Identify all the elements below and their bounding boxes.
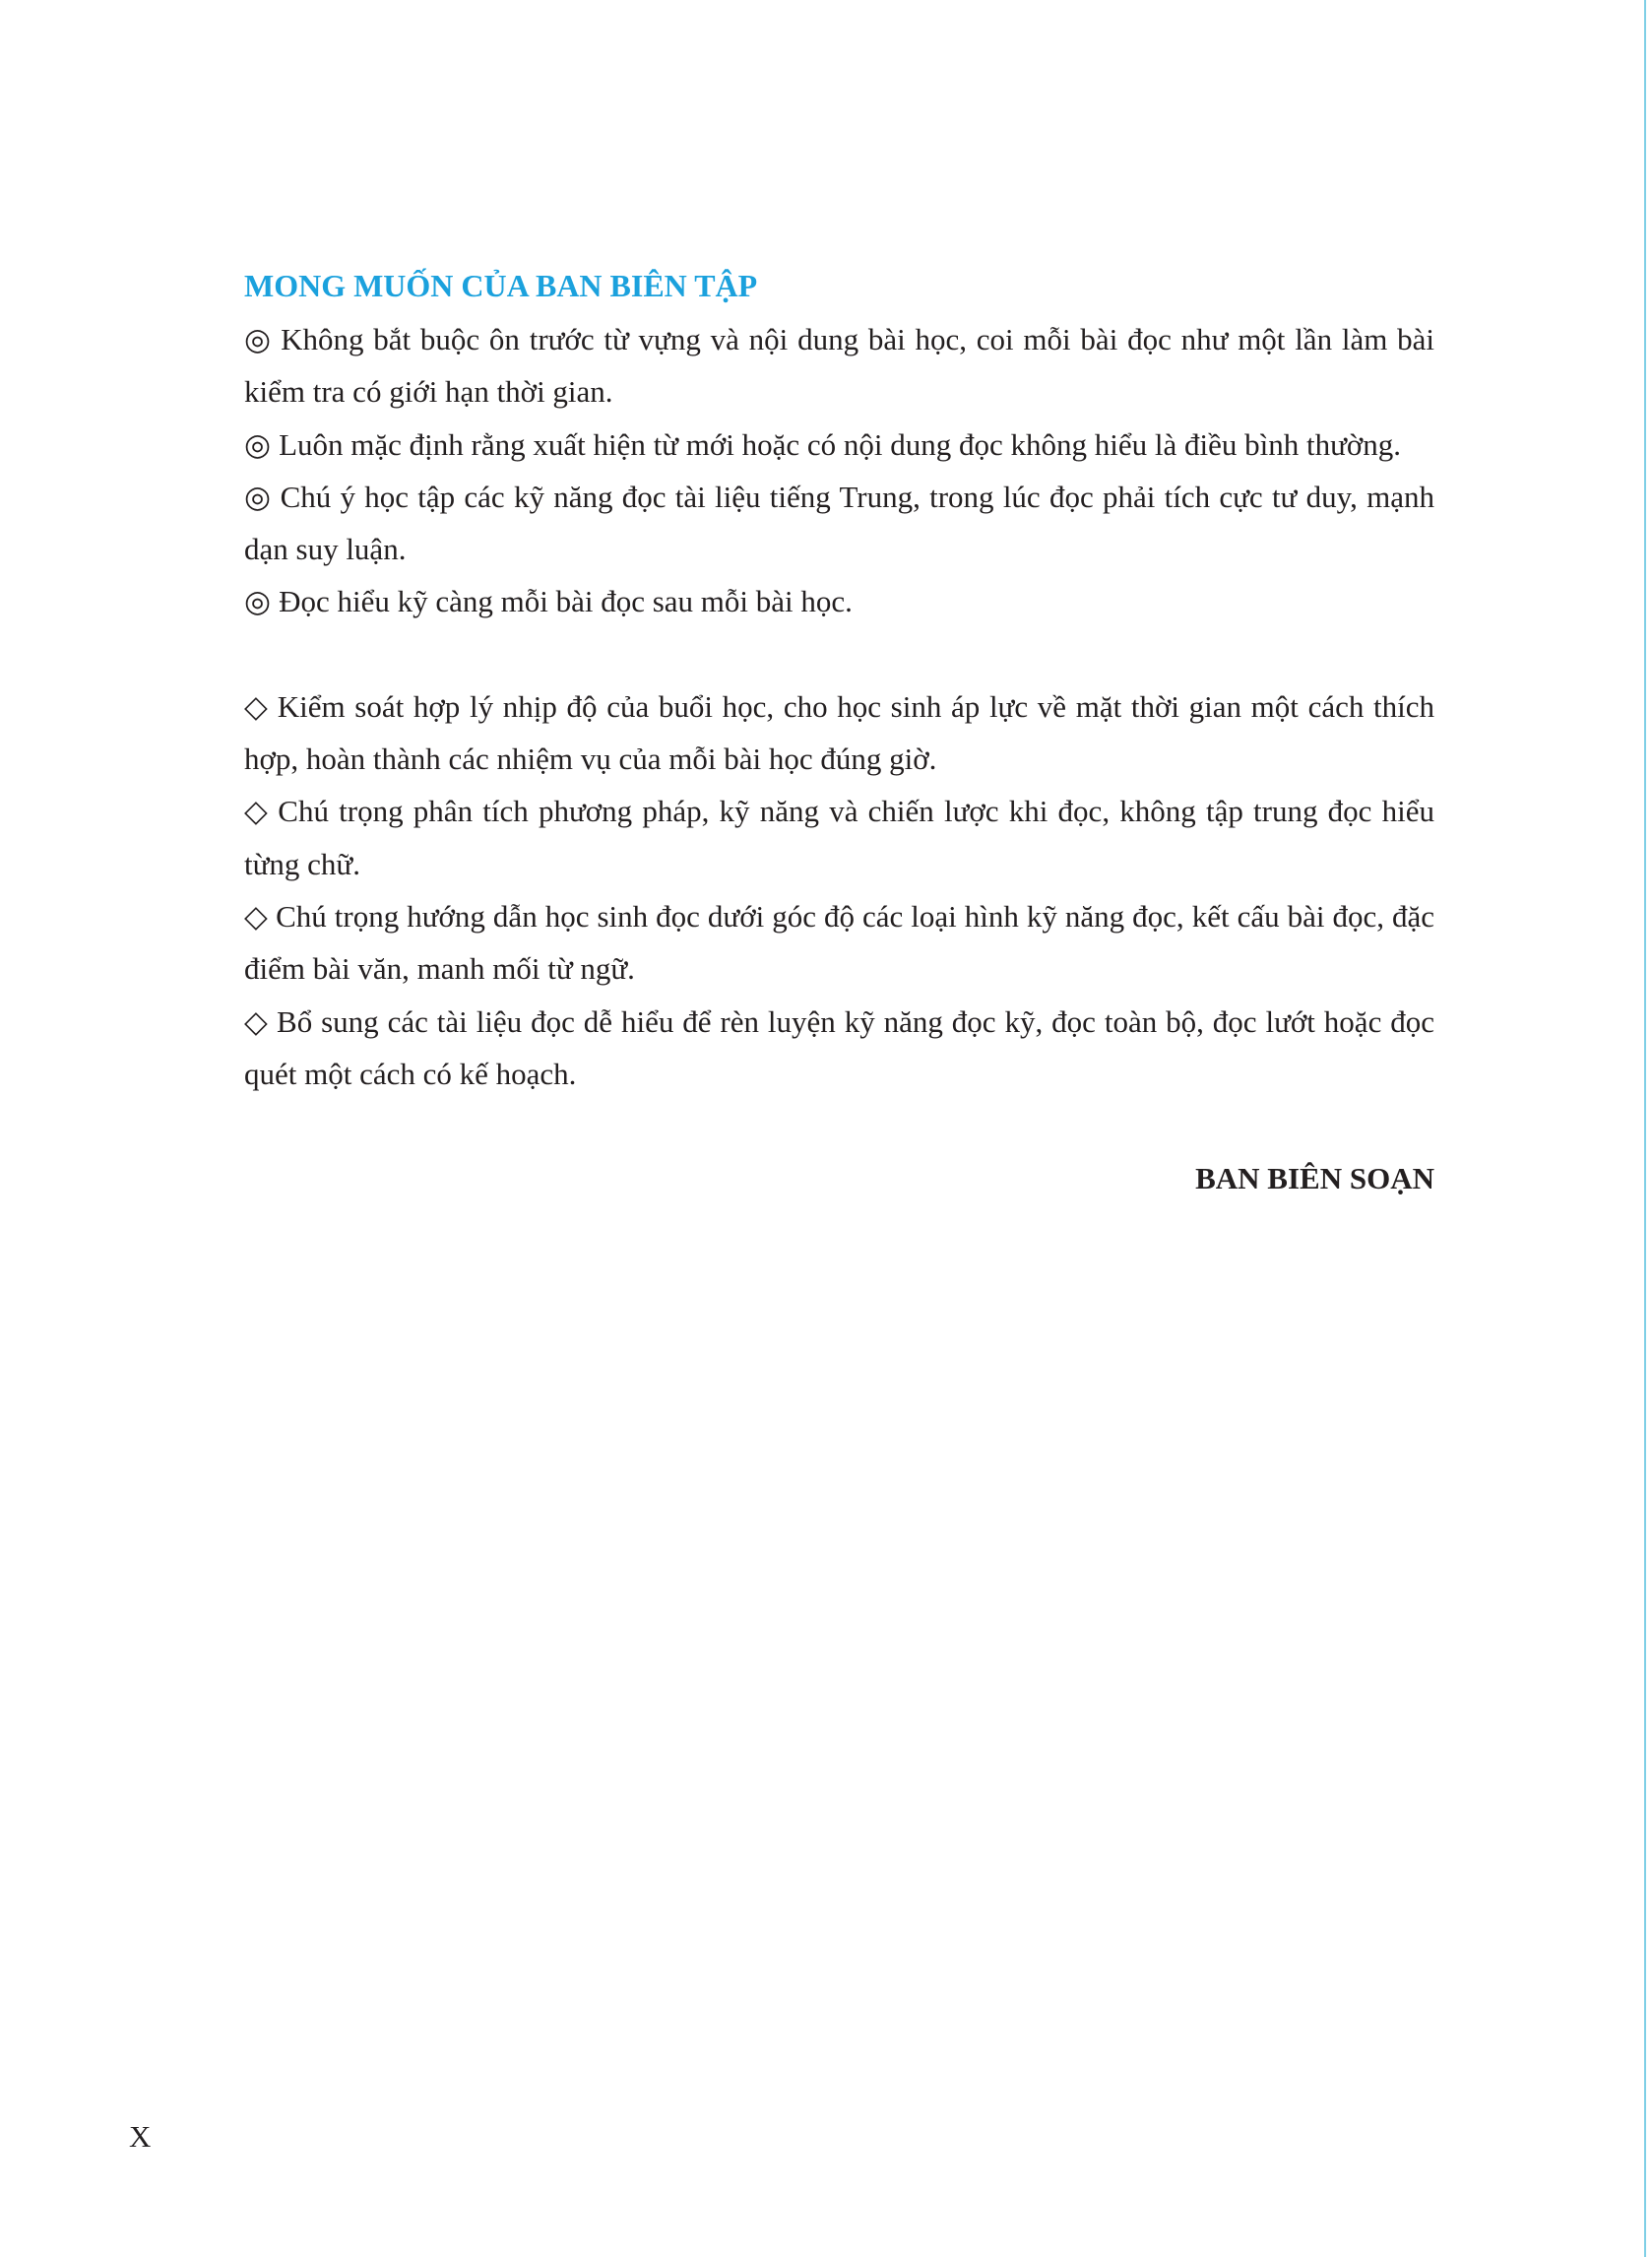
teacher-note-item: [244, 996, 1434, 1101]
page-edge-line: [1644, 0, 1646, 2257]
diamond-bullet-icon: ◇: [244, 1003, 270, 1039]
student-note-item: [244, 313, 1434, 419]
double-circle-bullet-icon: ◎: [244, 584, 272, 619]
double-circle-bullet-icon: ◎: [244, 479, 273, 514]
diamond-bullet-icon: ◇: [244, 898, 269, 934]
section-heading: MONG MUỐN CỦA BAN BIÊN TẬP: [244, 268, 758, 303]
diamond-bullet-icon: ◇: [244, 688, 270, 724]
student-note-text: Chú ý học tập các kỹ năng đọc tài liệu tiếng Trung, trong lúc đọc phải tích cực tư duy, mạnh dạn suy luận.: [244, 479, 1434, 567]
double-circle-bullet-icon: ◎: [244, 426, 272, 462]
student-note-text: Không bắt buộc ôn trước từ vựng và nội dung bài học, coi mỗi bài đọc như một lần làm bài kiểm tra có giới hạn thời gian.: [244, 322, 1434, 410]
student-note-item: [244, 471, 1434, 576]
teacher-note-text: Kiểm soát hợp lý nhịp độ của buổi học, cho học sinh áp lực về mặt thời gian một cách thích hợp, hoàn thành các nhiệm vụ của mỗi bài học đúng giờ.: [244, 688, 1435, 777]
teacher-notes-list: [244, 680, 1434, 1100]
student-notes-list: [244, 313, 1434, 628]
student-note-text: Đọc hiểu kỹ càng mỗi bài đọc sau mỗi bài học.: [279, 584, 853, 619]
page-number: X: [129, 2119, 152, 2154]
student-note-item: [244, 575, 1434, 627]
student-note-text: Luôn mặc định rằng xuất hiện từ mới hoặc có nội dung đọc không hiểu là điều bình thường.: [279, 426, 1402, 462]
teacher-note-text: Chú trọng hướng dẫn học sinh đọc dưới góc độ các loại hình kỹ năng đọc, kết cấu bài đọc, đặc điểm bài văn, manh mối từ ngữ.: [244, 898, 1435, 987]
student-note-item: [244, 419, 1434, 471]
teacher-note-item: [244, 785, 1434, 890]
signature: BAN BIÊN SOẠN: [1195, 1161, 1434, 1196]
teacher-note-item: [244, 680, 1434, 786]
editorial-note: [244, 258, 1434, 1204]
teacher-note-text: Bổ sung các tài liệu đọc dễ hiểu để rèn luyện kỹ năng đọc kỹ, đọc toàn bộ, đọc lướt hoặc đọc quét một cách có kế hoạch.: [244, 1003, 1435, 1091]
double-circle-bullet-icon: ◎: [244, 322, 274, 356]
teacher-note-text: Chú trọng phân tích phương pháp, kỹ năng và chiến lược khi đọc, không tập trung đọc hiểu từng chữ.: [244, 794, 1435, 881]
teacher-note-item: [244, 890, 1434, 996]
diamond-bullet-icon: ◇: [244, 794, 271, 829]
section-spacer: [244, 628, 1434, 680]
